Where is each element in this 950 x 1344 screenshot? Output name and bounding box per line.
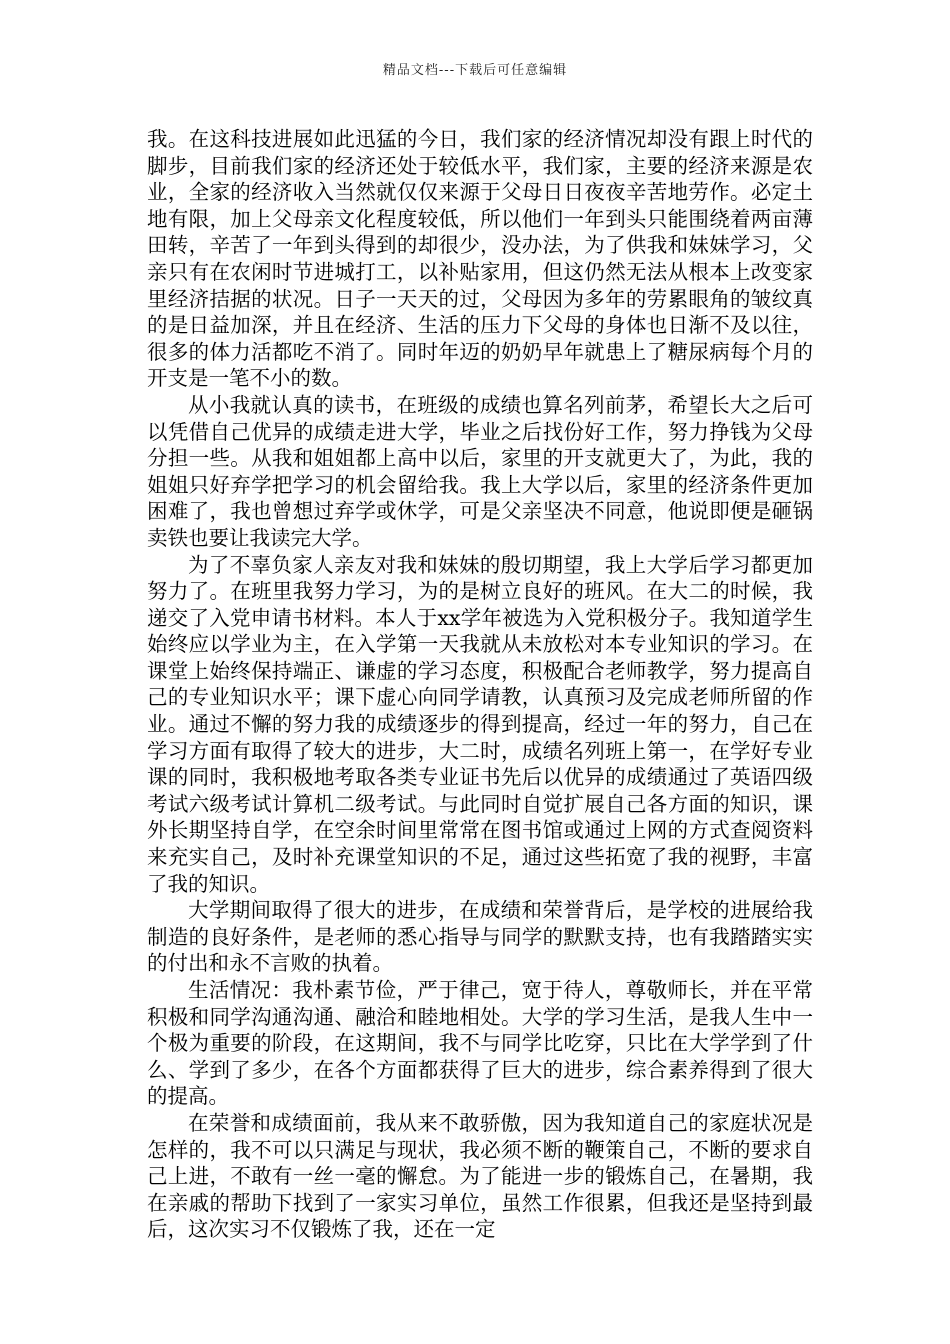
document-body bbox=[147, 126, 813, 1243]
paragraph-family-finances: 我。在这科技进展如此迅猛的今日，我们家的经济情况却没有跟上时代的脚步，目前我们家的经济还处于较低水平，我们家，主要的经济来源是农业，全家的经济收入当然就仅仅来源于父母日日夜夜辛苦地劳作。必定土地有限，加上父母亲文化程度较低，所以他们一年到头只能围绕着两亩薄田转，辛苦了一年到头得到的却很少，没办法，为了供我和妹妹学习，父亲只有在农闲时节进城打工，以补贴家用，但这仍然无法从根本上改变家里经济拮据的状况。日子一天天的过，父母因为多年的劳累眼角的皱纹真的是日益加深，并且在经济、生活的压力下父母的身体也日渐不及以往，很多的体力活都吃不消了。同时年迈的奶奶早年就患上了糖尿病每个月的开支是一笔不小的数。 bbox=[147, 127, 813, 391]
paragraph-studying-hard: 从小我就认真的读书，在班级的成绩也算名列前茅，希望长大之后可以凭借自己优异的成绩走进大学，毕业之后找份好工作，努力挣钱为父母分担一些。从我和姐姐都上高中以后，家里的开支就更大了，为此，我的姐姐只好弃学把学习的机会留给我。我上大学以后，家里的经济条件更加困难了，我也曾想过弃学或休学，可是父亲坚决不同意，他说即便是砸锅卖铁也要让我读完大学。 bbox=[147, 392, 813, 550]
paragraph-honors-and-internship: 在荣誉和成绩面前，我从来不敢骄傲，因为我知道自己的家庭状况是怎样的，我不可以只满足与现状，我必须不断的鞭策自己，不断的要求自己上进，不敢有一丝一毫的懈怠。为了能进一步的锻炼自己，在暑期，我在亲戚的帮助下找到了一家实习单位，虽然工作很累，但我还是坚持到最后，这次实习不仅锻炼了我，还在一定 bbox=[147, 1110, 813, 1242]
paragraph-progress: 大学期间取得了很大的进步，在成绩和荣誉背后，是学校的进展给我制造的良好条件，是老师的悉心指导与同学的默默支持，也有我踏踏实实的付出和永不言败的执着。 bbox=[147, 898, 813, 976]
page-header: 精品文档---下载后可任意编辑 bbox=[382, 63, 568, 78]
paragraph-university-study: 为了不辜负家人亲友对我和妹妹的殷切期望，我上大学后学习都更加努力了。在班里我努力学习，为的是树立良好的班风。在大二的时候，我递交了入党申请书材料。本人于xx学年被选为入党积极分子。我知道学生始终应以学业为主，在入学第一天我就从未放松对本专业知识的学习。在课堂上始终保持端正、谦虚的学习态度，积极配合老师教学，努力提高自己的专业知识水平；课下虚心向同学请教，认真预习及完成老师所留的作业。通过不懈的努力我的成绩逐步的得到提高，经过一年的努力，自己在学习方面有取得了较大的进步，大二时，成绩名列班上第一，在学好专业课的同时，我积极地考取各类专业证书先后以优异的成绩通过了英语四级考试六级考试计算机二级考试。与此同时自觉扩展自己各方面的知识，课外长期坚持自学，在空余时间里常常在图书馆或通过上网的方式查阅资料来充实自己，及时补充课堂知识的不足，通过这些拓宽了我的视野，丰富了我的知识。 bbox=[147, 552, 813, 896]
paragraph-life-situation: 生活情况：我朴素节俭，严于律己，宽于待人，尊敬师长，并在平常积极和同学沟通沟通、融洽和睦地相处。大学的学习生活，是我人生中一个极为重要的阶段，在这期间，我不与同学比吃穿，只比在大学学到了什么、学到了多少，在各个方面都获得了巨大的进步，综合素养得到了很大的提高。 bbox=[147, 978, 813, 1109]
